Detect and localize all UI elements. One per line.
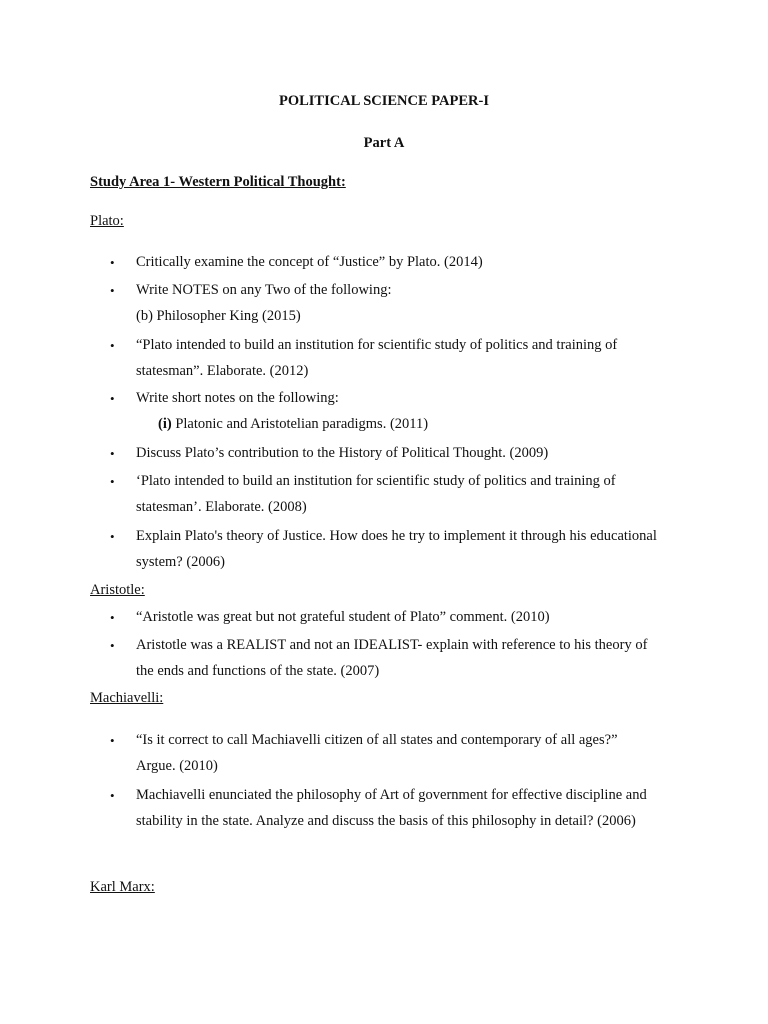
plato-item-6-line1: ‘Plato intended to build an institution for scientific study of politics and training of	[136, 473, 616, 489]
plato-item-7-line1: Explain Plato's theory of Justice. How does he try to implement it through his educational	[136, 528, 657, 544]
bullet-icon: •	[110, 255, 115, 270]
machiavelli-item-2-line1: Machiavelli enunciated the philosophy of Art of government for effective discipline and	[136, 787, 647, 803]
plato-item-7-line2: system? (2006)	[136, 554, 225, 570]
bullet-icon: •	[110, 474, 115, 489]
bullet-icon: •	[110, 529, 115, 544]
machiavelli-item-2-line2: stability in the state. Analyze and discuss the basis of this philosophy in detail? (2006)	[136, 813, 636, 829]
plato-item-4-sub-marker: (i)	[158, 416, 172, 432]
plato-item-6-line2: statesman’. Elaborate. (2008)	[136, 499, 307, 515]
plato-item-4-sub	[158, 416, 428, 433]
plato-item-5: Discuss Plato’s contribution to the History of Political Thought. (2009)	[136, 445, 549, 461]
bullet-icon: •	[110, 338, 115, 353]
bullet-icon: •	[110, 391, 115, 406]
bullet-icon: •	[110, 610, 115, 625]
plato-heading: Plato:	[90, 213, 124, 229]
machiavelli-item-1-line2: Argue. (2010)	[136, 758, 218, 774]
plato-item-3-line2: statesman”. Elaborate. (2012)	[136, 363, 309, 379]
bullet-icon: •	[110, 446, 115, 461]
plato-item-1: Critically examine the concept of “Justice” by Plato. (2014)	[136, 254, 483, 270]
machiavelli-heading: Machiavelli:	[90, 690, 164, 706]
machiavelli-item-1-line1: “Is it correct to call Machiavelli citizen of all states and contemporary of all ages?”	[136, 732, 618, 748]
bullet-icon: •	[110, 733, 115, 748]
document-title: POLITICAL SCIENCE PAPER-I	[278, 93, 490, 109]
bullet-icon: •	[110, 283, 115, 298]
plato-item-2-sub: (b) Philosopher King (2015)	[136, 308, 301, 324]
aristotle-heading: Aristotle:	[90, 582, 145, 598]
aristotle-item-2-line2: the ends and functions of the state. (2007)	[136, 663, 380, 679]
plato-item-4-sub-text: Platonic and Aristotelian paradigms. (2011)	[175, 416, 429, 432]
aristotle-item-1: “Aristotle was great but not grateful student of Plato” comment. (2010)	[136, 609, 550, 625]
plato-item-2: Write NOTES on any Two of the following:	[136, 282, 392, 298]
plato-item-3-line1: “Plato intended to build an institution for scientific study of politics and training of	[136, 337, 618, 353]
part-heading: Part A	[363, 135, 405, 151]
bullet-icon: •	[110, 638, 115, 653]
aristotle-item-2-line1: Aristotle was a REALIST and not an IDEALIST- explain with reference to his theory of	[136, 637, 648, 653]
bullet-icon: •	[110, 788, 115, 803]
marx-heading: Karl Marx:	[90, 879, 155, 895]
plato-item-4: Write short notes on the following:	[136, 390, 339, 406]
study-area-heading: Study Area 1- Western Political Thought:	[90, 174, 346, 190]
